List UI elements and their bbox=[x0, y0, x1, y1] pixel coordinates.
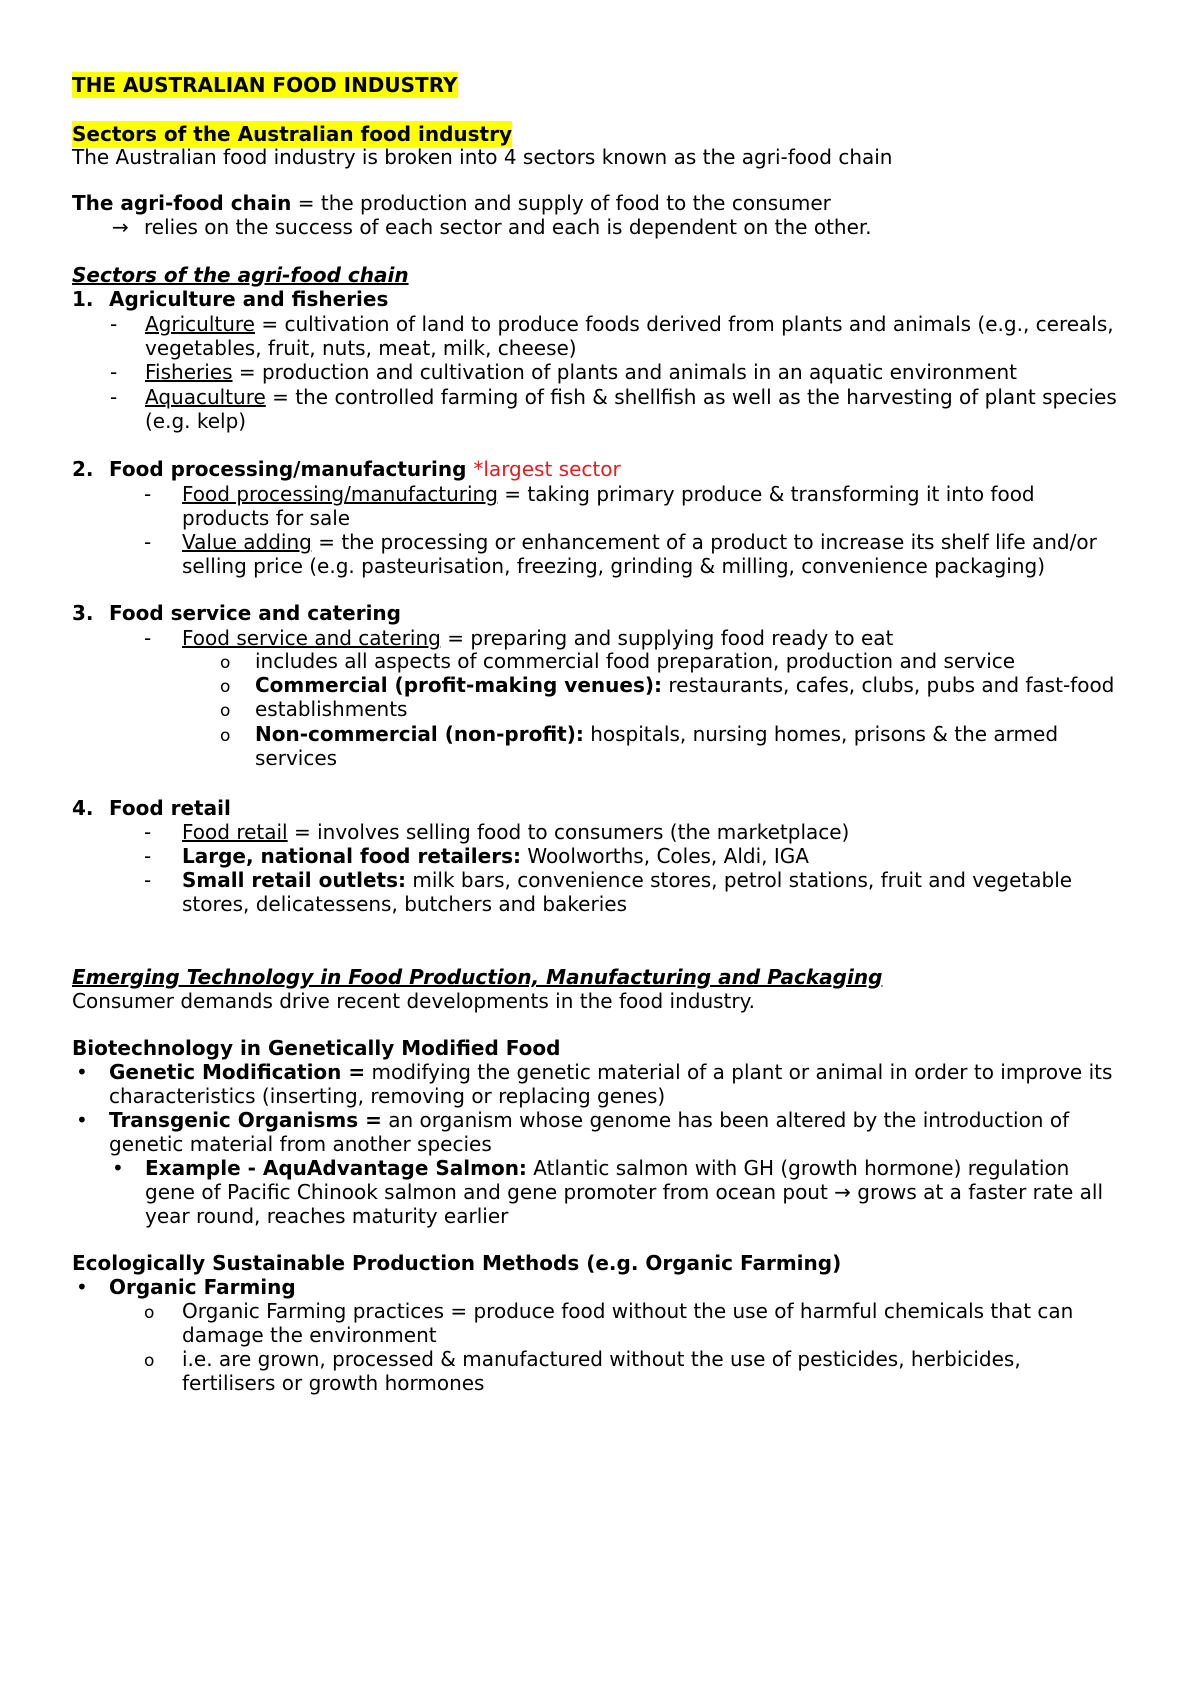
sub-item: includes all aspects of commercial food preparation, production and service bbox=[255, 649, 1016, 673]
bullet-item bbox=[109, 1059, 1112, 1085]
sub-item-cont: fertilisers or growth hormones bbox=[182, 1371, 485, 1395]
dash-marker: - bbox=[110, 312, 118, 336]
page-title: THE AUSTRALIAN FOOD INDUSTRY bbox=[72, 73, 458, 97]
list-item-cont: vegetables, fruit, nuts, meat, milk, cheese) bbox=[145, 336, 577, 360]
term: Aquaculture bbox=[145, 385, 266, 409]
list-item bbox=[182, 481, 1035, 507]
bullet-marker: • bbox=[112, 1156, 124, 1180]
sector-2-title bbox=[109, 456, 621, 482]
list-item-cont: selling price (e.g. pasteurisation, freezing, grinding & milling, convenience packaging) bbox=[182, 554, 1046, 578]
circle-marker: o bbox=[220, 653, 231, 673]
dash-marker: - bbox=[144, 868, 152, 892]
dash-marker: - bbox=[110, 385, 118, 409]
sub-item-cont: establishments bbox=[255, 697, 408, 721]
term: Transgenic Organisms = bbox=[109, 1108, 382, 1132]
list-item bbox=[182, 529, 1097, 555]
definition: = involves selling food to consumers (the marketplace) bbox=[287, 820, 850, 844]
sectors-heading: Sectors of the Australian food industry bbox=[72, 122, 513, 146]
sector-3-title: Food service and catering bbox=[109, 601, 401, 625]
definition: = cultivation of land to produce foods derived from plants and animals (e.g., cereals, bbox=[255, 312, 1114, 336]
definition: = the processing or enhancement of a product to increase its shelf life and/or bbox=[311, 530, 1097, 554]
definition: = production and cultivation of plants and animals in an aquatic environment bbox=[232, 360, 1017, 384]
intro-text: The Australian food industry is broken into 4 sectors known as the agri-food chain bbox=[72, 145, 893, 169]
list-item bbox=[182, 867, 1072, 893]
dash-marker: - bbox=[144, 626, 152, 650]
largest-sector-note: *largest sector bbox=[473, 457, 621, 481]
organic-farming-title: Organic Farming bbox=[109, 1275, 296, 1299]
sub-item: i.e. are grown, processed & manufactured without the use of pesticides, herbicides, bbox=[182, 1347, 1021, 1371]
dash-marker: - bbox=[110, 360, 118, 384]
circle-marker: o bbox=[144, 1351, 155, 1371]
term: Non-commercial (non-profit): bbox=[255, 722, 584, 746]
list-number: 1. bbox=[72, 287, 94, 311]
term: Large, national food retailers: bbox=[182, 844, 521, 868]
example-item-cont: year round, reaches maturity earlier bbox=[145, 1204, 509, 1228]
term: Genetic Modification = bbox=[109, 1060, 366, 1084]
term: Small retail outlets: bbox=[182, 868, 406, 892]
definition: restaurants, cafes, clubs, pubs and fast-food bbox=[662, 673, 1115, 697]
sector-1-title: Agriculture and fisheries bbox=[109, 287, 389, 311]
bullet-item-cont: genetic material from another species bbox=[109, 1132, 492, 1156]
emerging-intro: Consumer demands drive recent developments in the food industry. bbox=[72, 989, 755, 1013]
sub-item-cont: damage the environment bbox=[182, 1323, 437, 1347]
term: Food processing/manufacturing bbox=[182, 482, 498, 506]
dash-marker: - bbox=[144, 482, 152, 506]
definition: an organism whose genome has been altered by the introduction of bbox=[381, 1108, 1070, 1132]
list-item bbox=[145, 311, 1114, 337]
bullet-item bbox=[109, 1107, 1069, 1133]
term: Example - AquAdvantage Salmon: bbox=[145, 1156, 527, 1180]
dash-marker: - bbox=[144, 530, 152, 554]
list-number: 3. bbox=[72, 601, 94, 625]
biotech-heading: Biotechnology in Genetically Modified Food bbox=[72, 1036, 561, 1060]
list-item bbox=[182, 819, 849, 845]
title-text: Food processing/manufacturing bbox=[109, 457, 474, 481]
definition: hospitals, nursing homes, prisons & the armed bbox=[583, 722, 1059, 746]
bullet-marker: • bbox=[76, 1060, 88, 1084]
bullet-marker: • bbox=[76, 1108, 88, 1132]
list-item-cont: products for sale bbox=[182, 506, 351, 530]
example-item bbox=[145, 1155, 1069, 1181]
circle-marker: o bbox=[144, 1303, 155, 1323]
bullet-item-cont: characteristics (inserting, removing or replacing genes) bbox=[109, 1084, 666, 1108]
definition: = taking primary produce & transforming it into food bbox=[497, 482, 1035, 506]
agri-chain-note: relies on the success of each sector and each is dependent on the other. bbox=[144, 215, 872, 239]
definition: milk bars, convenience stores, petrol stations, fruit and vegetable bbox=[406, 868, 1073, 892]
circle-marker: o bbox=[220, 701, 231, 721]
emerging-heading: Emerging Technology in Food Production, Manufacturing and Packaging bbox=[72, 965, 883, 989]
sub-item bbox=[255, 721, 1058, 747]
arrow-icon: → bbox=[112, 215, 129, 239]
term: Fisheries bbox=[145, 360, 233, 384]
circle-marker: o bbox=[220, 726, 231, 746]
sector-4-title: Food retail bbox=[109, 796, 231, 820]
agri-chain-def: = the production and supply of food to the consumer bbox=[291, 191, 831, 215]
term: Agriculture bbox=[145, 312, 255, 336]
sub-item-cont: services bbox=[255, 746, 338, 770]
term: Value adding bbox=[182, 530, 312, 554]
bullet-marker: • bbox=[76, 1275, 88, 1299]
list-item-cont: stores, delicatessens, butchers and bakeries bbox=[182, 892, 627, 916]
definition: Atlantic salmon with GH (growth hormone) regulation bbox=[526, 1156, 1070, 1180]
list-item bbox=[145, 359, 1017, 385]
dash-marker: - bbox=[144, 844, 152, 868]
term: Commercial (profit-making venues): bbox=[255, 673, 662, 697]
dash-marker: - bbox=[144, 820, 152, 844]
sub-item bbox=[255, 672, 1114, 698]
list-number: 2. bbox=[72, 457, 94, 481]
definition: modifying the genetic material of a plant or animal in order to improve its bbox=[365, 1060, 1113, 1084]
definition: = preparing and supplying food ready to eat bbox=[440, 626, 894, 650]
list-item bbox=[145, 384, 1117, 410]
list-number: 4. bbox=[72, 796, 94, 820]
eco-heading: Ecologically Sustainable Production Methods (e.g. Organic Farming) bbox=[72, 1251, 842, 1275]
agri-chain-definition bbox=[72, 190, 831, 216]
definition: Woolworths, Coles, Aldi, IGA bbox=[520, 844, 809, 868]
term: Food service and catering bbox=[182, 626, 441, 650]
sub-item: Organic Farming practices = produce food without the use of harmful chemicals that can bbox=[182, 1299, 1074, 1323]
agri-chain-term: The agri-food chain bbox=[72, 191, 292, 215]
agri-sectors-heading: Sectors of the agri-food chain bbox=[72, 263, 409, 287]
list-item bbox=[182, 843, 809, 869]
circle-marker: o bbox=[220, 677, 231, 697]
term: Food retail bbox=[182, 820, 288, 844]
example-item-cont: gene of Pacific Chinook salmon and gene promoter from ocean pout → grows at a faster rate all bbox=[145, 1180, 1104, 1204]
list-item-cont: (e.g. kelp) bbox=[145, 409, 247, 433]
definition: = the controlled farming of fish & shellfish as well as the harvesting of plant species bbox=[265, 385, 1117, 409]
